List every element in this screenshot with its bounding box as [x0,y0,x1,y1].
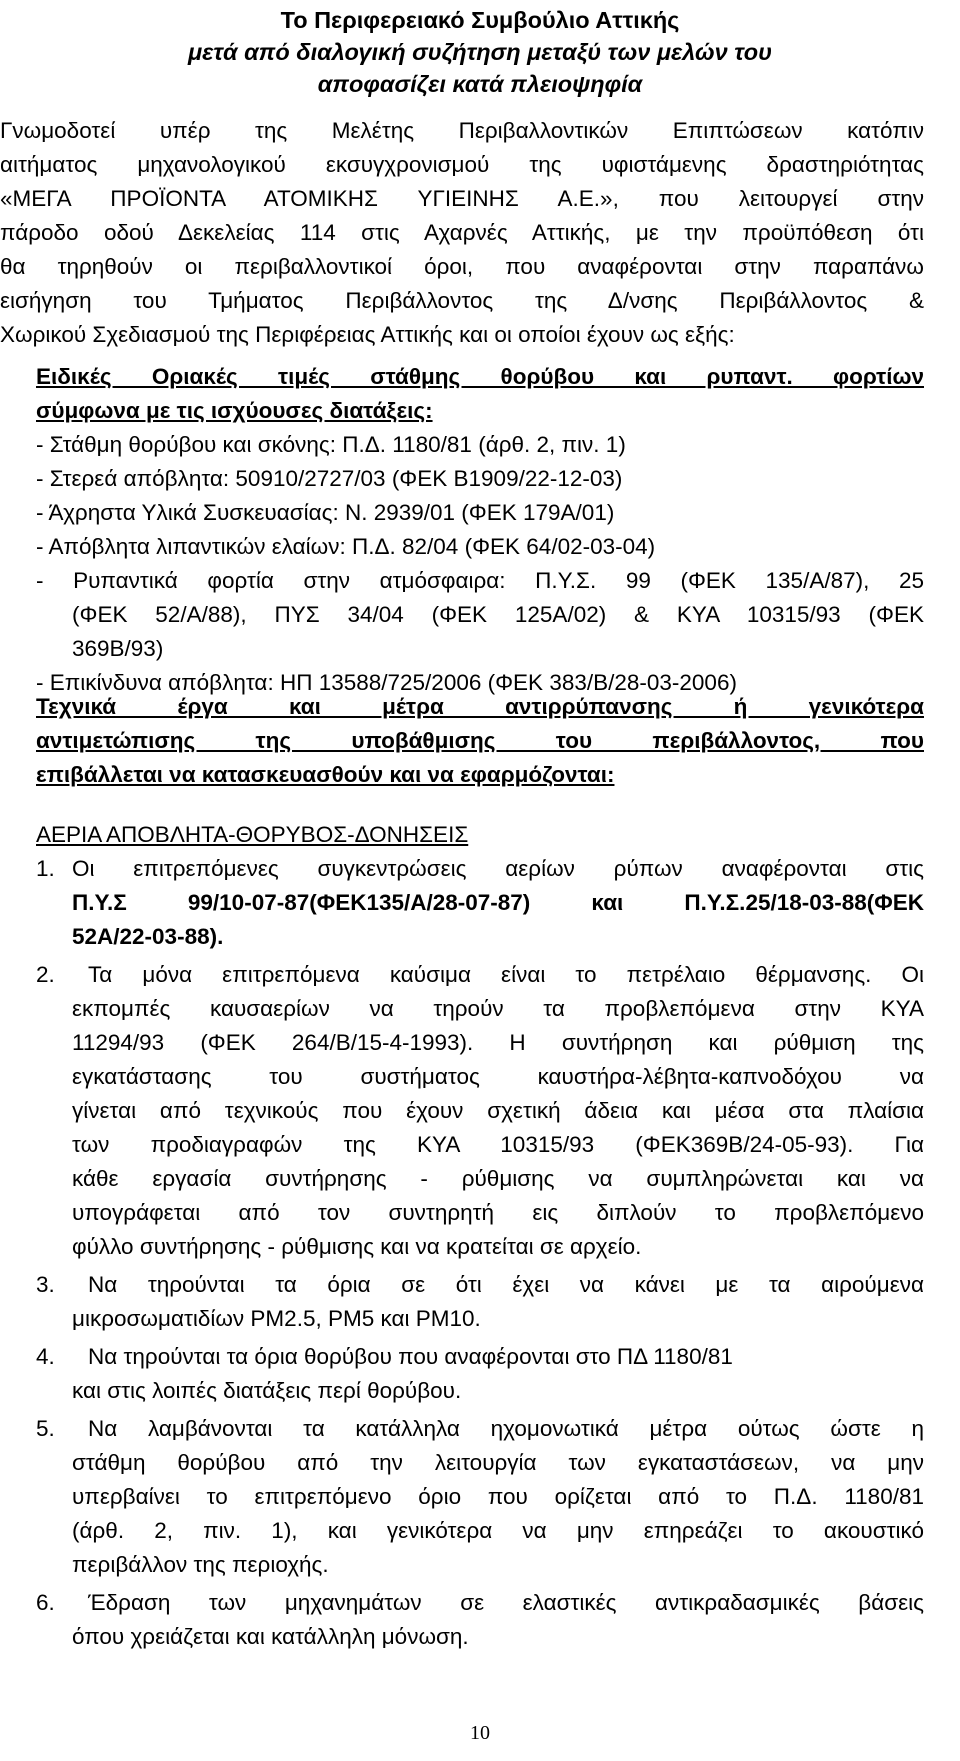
limit-item-air-line: 369Β/93) [72,636,164,661]
item-line: μικροσωματιδίων PM2.5, PM5 και PM10. [72,1306,481,1331]
item-line: εγκατάστασης του συστήματος καυστήρα-λέβητα-καπνοδόχου να [72,1064,924,1089]
list-item [36,1586,924,1654]
item-body [72,1268,924,1336]
item-line: Οι επιτρεπόμενες συγκεντρώσεις αερίων ρύπων αναφέρονται στις [72,856,924,881]
intro-line: Χωρικού Σχεδιασμού της Περιφέρειας Αττικής και οι οποίοι έχουν ως εξής: [0,322,735,347]
item-line: των προδιαγραφών της ΚΥΑ 10315/93 (ΦΕΚ369Β/24-05-93). Για [72,1132,924,1157]
intro-line: αιτήματος μηχανολογικού εκσυγχρονισμού της υφιστάμενης δραστηριότητας [0,152,924,177]
item-line: (άρθ. 2, πιν. 1), και γενικότερα να μην επηρεάζει το ακουστικό [72,1518,924,1543]
item-number: 2. [36,962,55,987]
list-item [36,852,924,954]
page-number: 10 [470,1722,490,1744]
item-line: Να τηρούνται τα όρια σε ότι έχει να κάνει με τα αιρούμενα [88,1272,924,1297]
header-line-3: αποφασίζει κατά πλειοψηφία [317,71,643,97]
item-line: περιβάλλον της περιοχής. [72,1552,329,1577]
item-line: 52Α/22-03-88). [72,924,224,949]
works-heading-line-2: αντιμετώπισης της υποβάθμισης του περιβάλλοντος, που [36,728,924,753]
list-item [36,958,924,1264]
item-line: στάθμη θορύβου από την λειτουργία των εγκαταστάσεων, να μην [72,1450,924,1475]
limits-heading-2: σύμφωνα με τις ισχύουσες διατάξεις: [36,398,433,423]
intro-line: Γνωμοδοτεί υπέρ της Μελέτης Περιβαλλοντικών Επιπτώσεων κατόπιν [0,118,924,143]
list-item [36,1412,924,1582]
limit-item: - Στάθμη θορύβου και σκόνης: Π.Δ. 1180/81 (άρθ. 2, πιν. 1) [36,432,626,457]
list-item [36,1340,924,1408]
item-line: φύλλο συντήρησης - ρύθμισης και να κρατείται σε αρχείο. [72,1234,642,1259]
item-line: 11294/93 (ΦΕΚ 264/Β/15-4-1993). Η συντήρηση και ρύθμιση της [72,1030,924,1055]
item-body [72,1586,924,1654]
header-line-2: μετά από διαλογική συζήτηση μεταξύ των μελών του [187,39,773,65]
item-number: 6. [36,1590,55,1615]
item-line: υπογράφεται από τον συντηρητή εις διπλούν το προβλεπόμενο [72,1200,924,1225]
decision-header [0,4,960,100]
item-body [72,1340,924,1408]
item-number: 3. [36,1272,55,1297]
list-item [36,1268,924,1336]
item-number: 5. [36,1416,55,1441]
item-line: Να λαμβάνονται τα κατάλληλα ηχομονωτικά μέτρα ούτως ώστε η [88,1416,924,1441]
item-line: εκπομπές καυσαερίων να τηρούν τα προβλεπόμενα στην ΚΥΑ [72,996,924,1021]
limit-item: - Στερεά απόβλητα: 50910/2727/03 (ΦΕΚ Β1909/22-12-03) [36,466,623,491]
item-body [72,958,924,1264]
item-line: γίνεται από τεχνικούς που έχουν σχετική άδεια και μέσα στα πλαίσια [72,1098,924,1123]
item-line: όπου χρειάζεται και κατάλληλη μόνωση. [72,1624,469,1649]
works-heading-line-1: Τεχνικά έργα και μέτρα αντιρρύπανσης ή γενικότερα [36,694,924,719]
item-line: κάθε εργασία συντήρησης - ρύθμισης να συμπληρώνεται και να [72,1166,924,1191]
item-line: Έδραση των μηχανημάτων σε ελαστικές αντικραδασμικές βάσεις [88,1590,924,1615]
item-line: και στις λοιπές διατάξεις περί θορύβου. [72,1378,462,1403]
item-number: 4. [36,1344,55,1369]
limits-heading-1: Ειδικές Οριακές τιμές στάθμης θορύβου και ρυπαντ. φορτίων [36,364,924,389]
intro-line: πάροδο οδού Δεκελείας 114 στις Αχαρνές Αττικής, με την προϋπόθεση ότι [0,220,924,245]
intro-line: θα τηρηθούν οι περιβαλλοντικοί όροι, που αναφέρονται στην παραπάνω [0,254,924,279]
header-line-1: Το Περιφερειακό Συμβούλιο Αττικής [280,7,680,33]
limit-item: - Απόβλητα λιπαντικών ελαίων: Π.Δ. 82/04 (ΦΕΚ 64/02-03-04) [36,534,656,559]
item-line: Να τηρούνται τα όρια θορύβου που αναφέρονται στο ΠΔ 1180/81 [88,1344,733,1369]
limit-item-hazardous: - Επικίνδυνα απόβλητα: ΗΠ 13588/725/2006 (ΦΕΚ 383/Β/28-03-2006) [36,670,737,695]
intro-line: «ΜΕΓΑ ΠΡΟΪΟΝΤΑ ΑΤΟΜΙΚΗΣ ΥΓΙΕΙΝΗΣ Α.Ε.», που λειτουργεί στην [0,186,924,211]
intro-line: εισήγηση του Τμήματος Περιβάλλοντος της Δ/νσης Περιβάλλοντος & [0,288,924,313]
item-number: 1. [36,856,55,881]
item-line: Π.Υ.Σ 99/10-07-87(ΦΕΚ135/Α/28-07-87) και Π.Υ.Σ.25/18-03-88(ΦΕΚ [72,890,924,915]
limits-section [36,360,924,700]
air-waste-section [36,818,924,1654]
section-title: ΑΕΡΙΑ ΑΠΟΒΛΗΤΑ-ΘΟΡΥΒΟΣ-ΔΟΝΗΣΕΙΣ [36,822,469,847]
intro-paragraph [0,114,924,352]
item-line: υπερβαίνει το επιτρεπόμενο όριο που ορίζεται από το Π.Δ. 1180/81 [72,1484,924,1509]
item-line: Τα μόνα επιτρεπόμενα καύσιμα είναι το πετρέλαιο θέρμανσης. Οι [88,962,924,987]
item-body [72,1412,924,1582]
works-heading [36,690,924,792]
item-body [72,852,924,954]
limit-item-air-line: (ΦΕΚ 52/Α/88), ΠΥΣ 34/04 (ΦΕΚ 125Α/02) & ΚΥΑ 10315/93 (ΦΕΚ [72,602,924,627]
limit-item: - Άχρηστα Υλικά Συσκευασίας: Ν. 2939/01 (ΦΕΚ 179Α/01) [36,500,615,525]
limit-item-air-line: - Ρυπαντικά φορτία στην ατμόσφαιρα: Π.Υ.Σ. 99 (ΦΕΚ 135/Α/87), 25 [36,568,924,593]
works-heading-line-3: επιβάλλεται να κατασκευασθούν και να εφαρμόζονται: [36,762,615,787]
